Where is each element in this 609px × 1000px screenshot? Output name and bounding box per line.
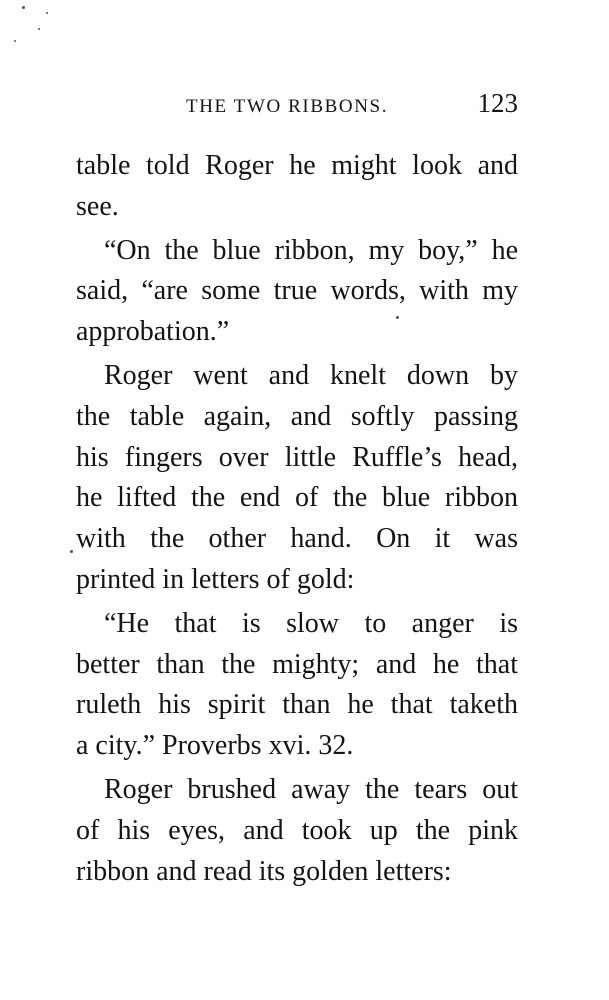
body-text: [76, 146, 518, 892]
print-speck: [70, 550, 73, 553]
text-line: the table again, and softly passing: [76, 400, 518, 432]
paragraph: [76, 770, 518, 892]
text-line: ribbon and read its golden letters:: [76, 855, 452, 887]
text-line: “He that is slow to anger is: [104, 607, 518, 639]
text-line: said, “are some true words, with my: [76, 275, 518, 307]
text-line: better than the mighty; and he that: [76, 648, 518, 680]
text-line: ruleth his spirit than he that taketh: [76, 689, 518, 721]
paragraph: [76, 146, 518, 228]
text-line: Roger brushed away the tears out: [104, 773, 518, 805]
text-line: his fingers over little Ruffle’s head,: [76, 441, 518, 473]
paragraph: [76, 356, 518, 601]
running-head: [76, 88, 518, 122]
paragraph: [76, 604, 518, 767]
text-line: a city.” Proverbs xvi. 32.: [76, 730, 354, 762]
print-speck: [38, 28, 40, 30]
text-line: “On the blue ribbon, my boy,” he: [104, 234, 518, 266]
page-number: 123: [477, 88, 518, 118]
print-speck: [14, 40, 16, 42]
text-line: approbation.”: [76, 316, 230, 348]
text-line: with the other hand. On it was: [76, 523, 518, 555]
text-line: he lifted the end of the blue ribbon: [76, 482, 518, 514]
text-line: table told Roger he might look and: [76, 150, 518, 181]
text-line: of his eyes, and took up the pink: [76, 814, 518, 846]
print-speck: [46, 12, 48, 14]
text-line: Roger went and knelt down by: [104, 359, 518, 391]
text-line: see.: [76, 190, 119, 222]
text-line: printed in letters of gold:: [76, 563, 355, 595]
paragraph: [76, 231, 518, 353]
print-speck: [22, 6, 25, 9]
running-title: THE TWO RIBBONS.: [186, 96, 389, 117]
